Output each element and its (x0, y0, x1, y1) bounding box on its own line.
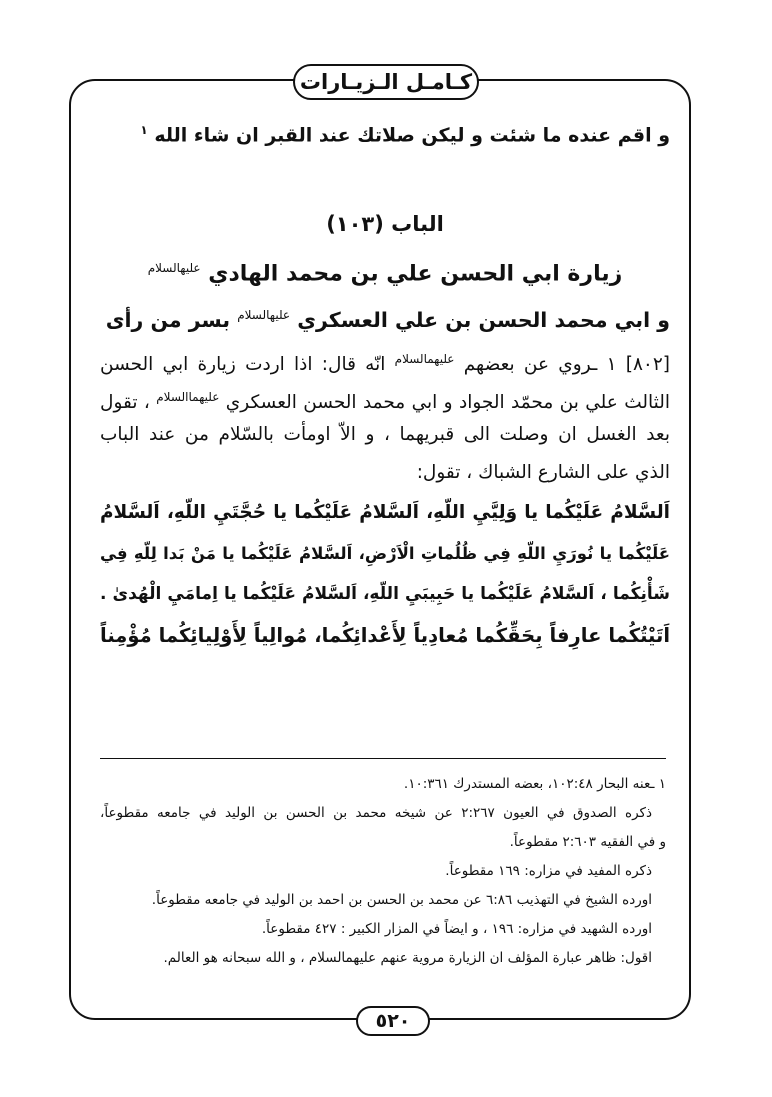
footnote-marker: ١ (140, 123, 148, 137)
narration-1a: [٨٠٢] ١ ـروي عن بعضهم (463, 354, 670, 376)
honorific-mark: عليهالسلام (237, 308, 291, 322)
footnote-line: اورده الشهيد في مزاره: ١٩٦ ، و ايضاً في المزار الكبير : ٤٢٧ مقطوعاً. (261, 921, 652, 937)
main-text (100, 108, 670, 656)
chapter-title-1-text: زيارة ابي الحسن علي بن محمد الهادي (208, 261, 623, 287)
narration-2a: الثالث علي بن محمّد الجواد و ابي محمد الحسن العسكري (225, 392, 670, 414)
running-title-text: كـامـل الـزيـارات (299, 70, 473, 94)
narration-2b: ، تقول (100, 392, 150, 414)
honorific-mark: عليهماالسلام (156, 390, 220, 404)
continuation-text: و اقم عنده ما شئت و ليكن صلاتك عند القبر ان شاء الله (154, 124, 670, 147)
ziyara-line: اَتَيْتُكُما عارِفاً بِحَقِّكُما مُعادِياً لِأَعْدائِكُما، مُوالِياً لِأَوْلِيائِكُما مُؤْمِناً (100, 624, 670, 647)
chapter-title-2a-text: و ابي محمد الحسن بن علي العسكري (297, 307, 670, 332)
footnote-divider (100, 758, 666, 759)
ziyara-line: شَأْنِكُما ، اَلسَّلامُ عَلَيْكُما يا حَبِيبَيِ اللّهِ، اَلسَّلامُ عَلَيْكُما يا اِمامَيِ الْهُدىٰ . (100, 584, 670, 604)
honorific-mark: عليهمالسلام (394, 352, 455, 366)
footnote-line: ذكره الصدوق في العيون ٢:٢٦٧ عن شيخه محمد بن الحسن بن الوليد في جامعه مقطوعاً، (100, 805, 652, 821)
chapter-number: الباب (١٠٣) (326, 212, 444, 236)
footnote-line: ١ ـعنه البحار ١٠٢:٤٨، بعضه المستدرك ١٠:٣٦١. (403, 776, 666, 792)
narration-line-4: الذي على الشارع الشباك ، تقول: (416, 462, 670, 483)
page-number (356, 1006, 430, 1036)
footnote-line: اورده الشيخ في التهذيب ٦:٨٦ عن محمد بن الحسن بن احمد بن الوليد في جامعه مقطوعاً. (151, 892, 652, 908)
ziyara-line: عَلَيْكُما يا نُورَيِ اللّهِ فِي ظُلُماتِ الْاَرْضِ، اَلسَّلامُ عَلَيْكُما يا مَنْ بَدا لِلّهِ فِي (100, 544, 670, 563)
honorific-mark: عليهالسلام (147, 261, 201, 275)
ziyara-line: اَلسَّلامُ عَلَيْكُما يا وَلِيَّيِ اللّهِ، اَلسَّلامُ عَلَيْكُما يا حُجَّتَيِ اللّهِ، اَلسَّلامُ (100, 502, 670, 523)
chapter-title-line-1 (100, 246, 670, 290)
footnote-line: اقول: ظاهر عبارة المؤلف ان الزيارة مروية عنهم عليهمالسلام ، و الله سبحانه هو العالم. (163, 950, 652, 966)
chapter-title-line-2 (100, 290, 670, 340)
footnote-line: ذكره المفيد في مزاره: ١٦٩ مقطوعاً. (445, 863, 652, 879)
footnote-line: و في الفقيه ٢:٦٠٣ مقطوعاً. (509, 834, 666, 850)
page-number-text: ٥٢٠ (375, 1010, 411, 1032)
narration-line-3: بعد الغسل ان وصلت الى قبريهما ، و الاّ اومأت بالسّلام من عند الباب (100, 424, 670, 445)
chapter-title-2b-text: بسر من رأى (105, 307, 231, 332)
running-title (293, 64, 479, 100)
footnotes (100, 770, 666, 973)
narration-line-1 (100, 340, 670, 378)
continuation-line (100, 108, 670, 152)
narration-line-2 (100, 378, 670, 416)
narration-1b: انّه قال: اذا اردت زيارة ابي الحسن (100, 354, 386, 376)
